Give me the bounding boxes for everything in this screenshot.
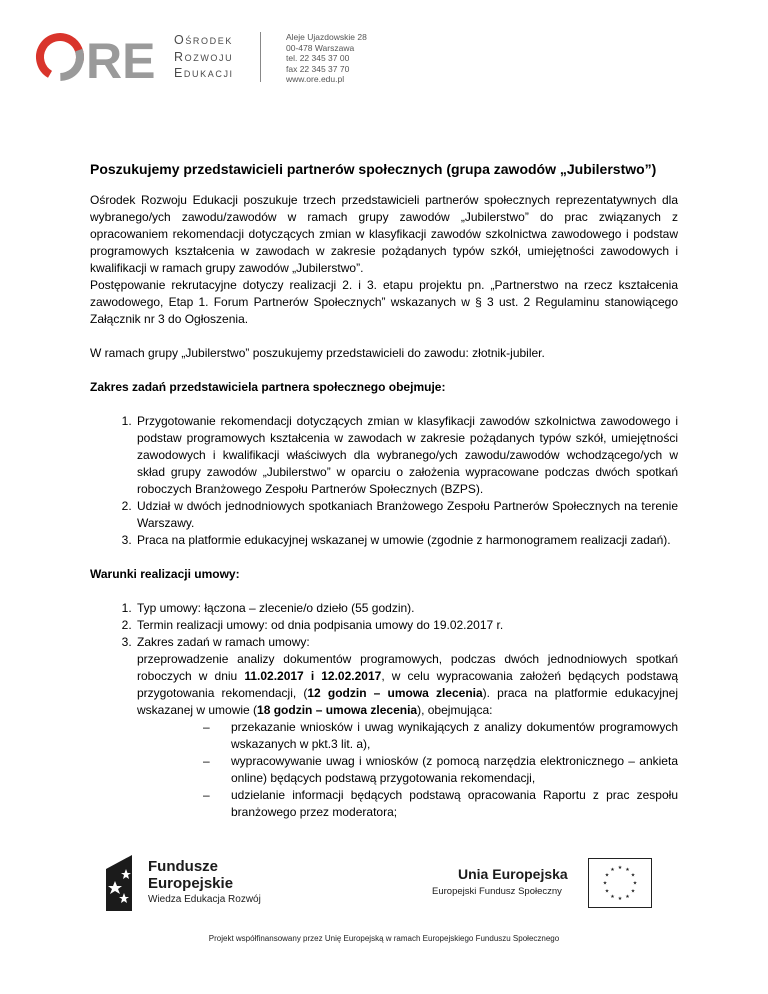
page-title: Poszukujemy przedstawicieli partnerów społecznych (grupa zawodów „Jubilerstwo”)	[90, 161, 657, 177]
conditions-list	[90, 600, 678, 719]
list-item: 2. Termin realizacji umowy: od dnia podpisania umowy do 19.02.2017 r.	[135, 617, 678, 634]
org-name-line: Edukacji	[174, 66, 234, 80]
fe-line: Fundusze	[148, 858, 218, 875]
svg-text:★: ★	[625, 894, 630, 900]
meeting-dates: 11.02.2017 i 12.02.2017	[244, 669, 382, 683]
address-line: 00-478 Warszawa	[286, 42, 355, 53]
address-line: tel. 22 345 37 00	[286, 53, 350, 64]
svg-text:★: ★	[617, 896, 623, 902]
list-item: – udzielanie informacji będących podstawą opracowania Raportu z prac zespołu branżowego przez moderatora;	[215, 787, 678, 821]
svg-text:★: ★	[630, 872, 636, 879]
fe-line: Europejskie	[148, 875, 234, 892]
scope-sub-list	[90, 719, 678, 821]
eu-flag-icon	[588, 858, 652, 908]
scope-text: ). praca na platformie edukacyjnej wskazanej w umowie (	[137, 686, 679, 717]
list-item: – przekazanie wniosków i uwag wynikających z analizy dokumentów programowych wskazanych w pkt.3 lit. a),	[215, 719, 678, 753]
scope-intro: Zakres zadań w ramach umowy:	[137, 635, 310, 649]
address-line: Aleje Ujazdowskie 28	[286, 32, 367, 42]
svg-text:★: ★	[625, 867, 630, 873]
svg-text:★: ★	[617, 865, 623, 871]
org-name	[174, 32, 234, 82]
org-address	[286, 32, 367, 85]
list-item: 2. Udział w dwóch jednodniowych spotkaniach Branżowego Zespołu Partnerów Społecznych na terenie Warszawy.	[135, 498, 678, 532]
fundusze-europejskie-icon	[106, 855, 142, 911]
header-divider	[260, 32, 261, 82]
org-name-line: Ośrodek	[174, 33, 233, 47]
hours-label: 18 godzin – umowa zlecenia	[257, 703, 418, 717]
org-name-line: Rozwoju	[174, 49, 234, 64]
address-line: fax 22 345 37 70	[286, 63, 350, 74]
footer-note: Projekt współfinansowany przez Unię Europejską w ramach Europejskiego Funduszu Społecznego	[208, 934, 560, 943]
tasks-list	[90, 413, 678, 549]
scope-text: , w celu wypracowania założeń będących podstawą przygotowania rekomendacji, (	[137, 669, 679, 700]
svg-text:★: ★	[610, 894, 615, 900]
svg-text:★: ★	[602, 880, 608, 887]
svg-text:★: ★	[630, 888, 636, 895]
scope-text: przeprowadzenie analizy dokumentów programowych, podczas dwóch jednodniowych spotkań roboczych w dniu	[137, 652, 678, 683]
svg-text:★: ★	[604, 888, 610, 895]
svg-text:RE: RE	[86, 33, 156, 86]
eu-subtitle: Europejski Fundusz Społeczny	[432, 886, 562, 897]
ore-logo-icon	[34, 28, 164, 86]
letterhead	[34, 28, 734, 88]
list-item	[135, 634, 678, 719]
document-body	[90, 160, 678, 821]
group-line: W ramach grupy „Jubilerstwo” poszukujemy przedstawicieli do zawodu: złotnik-jubiler.	[90, 346, 545, 360]
list-item: 1. Przygotowanie rekomendacji dotyczących zmian w klasyfikacji zawodów szkolnictwa zawodowego i podstaw programowych kształcenia w zawodach w zakresie pożądanych typów szkół, umiejętności zawodowych i kwalifikacji właściwych dla wybranego/ych zawodu/zawodów wchodzącego/ych w skład grupy zawodów „Jubilerstwo” w oparciu o założenia wypracowane podczas dwóch spotkań roboczych Branżowego Zespołu Partnerów Społecznych (BZPS).	[135, 413, 678, 498]
list-item: 1. Typ umowy: łączona – zlecenie/o dzieło (55 godzin).	[135, 600, 678, 617]
fe-subtitle: Wiedza Edukacja Rozwój	[148, 894, 261, 905]
tasks-heading: Zakres zadań przedstawiciela partnera społecznego obejmuje:	[90, 380, 446, 394]
svg-text:★: ★	[632, 880, 638, 887]
intro-paragraph-2: Postępowanie rekrutacyjne dotyczy realizacji 2. i 3. etapu projektu pn. „Partnerstwo na rzecz kształcenia zawodowego, Etap 1. Forum Partnerów Społecznych” wskazanych w § 3 ust. 2 Regulaminu stanowiącego Załącznik nr 3 do Ogłoszenia.	[90, 278, 678, 326]
svg-text:★: ★	[604, 872, 610, 879]
list-item: 3. Praca na platformie edukacyjnej wskazanej w umowie (zgodnie z harmonogramem realizacji zadań).	[135, 532, 678, 549]
svg-text:★: ★	[610, 867, 615, 873]
conditions-heading: Warunki realizacji umowy:	[90, 567, 240, 581]
address-line: www.ore.edu.pl	[286, 74, 345, 85]
intro-paragraph: Ośrodek Rozwoju Edukacji poszukuje trzech przedstawicieli partnerów społecznych reprezentatywnych dla wybranego/ych zawodu/zawodów w ramach grupy zawodów „Jubilerstwo” do prac związanych z opracowaniem rekomendacji dotyczących zmian w klasyfikacji zawodów szkolnictwa zawodowego i podstaw programowych kształcenia w zawodach w zakresie pożądanych typów szkół, umiejętności zawodowych i kwalifikacji w ramach grupy zawodów „Jubilerstwo”.	[90, 193, 678, 275]
list-item: – wypracowywanie uwag i wniosków (z pomocą narzędzia elektronicznego – ankieta online) będących podstawą przygotowania rekomendacji,	[215, 753, 678, 787]
fe-logo-text	[148, 858, 233, 892]
hours-label: 12 godzin – umowa zlecenia	[307, 686, 483, 700]
eu-title: Unia Europejska	[458, 866, 568, 882]
scope-text: ), obejmująca:	[417, 703, 493, 717]
